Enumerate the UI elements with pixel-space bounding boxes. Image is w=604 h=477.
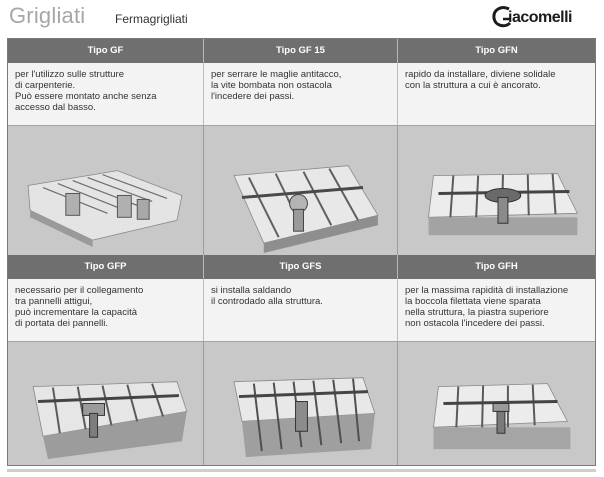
page-subtitle: Fermagrigliati [115, 12, 188, 26]
product-name-gfn: Tipo GFN [398, 39, 595, 63]
brand-logo [491, 4, 596, 32]
product-desc-gf15: per serrare le maglie antitacco, la vite bombata non ostacola l'incedere dei passi. [204, 63, 398, 125]
bottom-rule [7, 469, 596, 472]
product-image-gfs [204, 341, 398, 465]
product-image-gf15 [204, 125, 398, 255]
product-name-gfp: Tipo GFP [8, 255, 204, 279]
product-desc-gfp: necessario per il collegamento tra pannelli attigui, può incrementare la capacità di portata dei pannelli. [8, 279, 204, 341]
product-image-gf [8, 125, 204, 255]
page-header [0, 0, 604, 38]
product-name-gf: Tipo GF [8, 39, 204, 63]
product-image-gfp [8, 341, 204, 465]
logo-text: iacomelli [508, 9, 572, 26]
product-table [7, 38, 596, 466]
product-desc-gfs: si installa saldando il controdado alla struttura. [204, 279, 398, 341]
product-desc-gfh: per la massima rapidità di installazione la boccola filettata viene sparata nella struttura, la piastra superiore non ostacola l'incedere dei passi. [398, 279, 595, 341]
product-image-gfh [398, 341, 595, 465]
product-name-gfs: Tipo GFS [204, 255, 398, 279]
product-image-gfn [398, 125, 595, 255]
product-desc-gf: per l'utilizzo sulle strutture di carpenterie. Può essere montato anche senza accesso dal basso. [8, 63, 204, 125]
page-title: Grigliati [9, 3, 86, 28]
product-name-gf15: Tipo GF 15 [204, 39, 398, 63]
product-desc-gfn: rapido da installare, diviene solidale con la struttura a cui è ancorato. [398, 63, 595, 125]
product-name-gfh: Tipo GFH [398, 255, 595, 279]
